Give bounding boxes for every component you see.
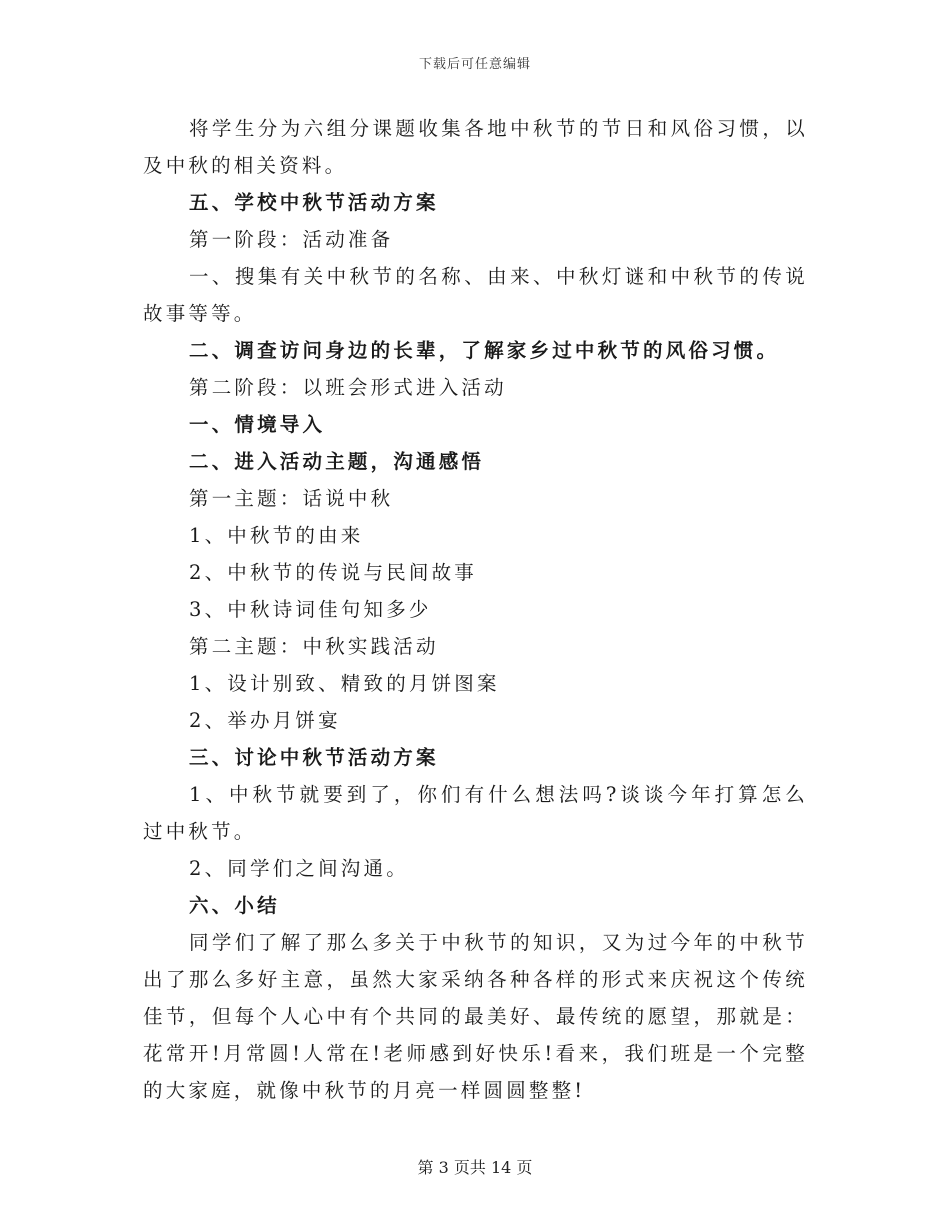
- body-paragraph: 1、设计别致、精致的月饼图案: [189, 672, 500, 695]
- body-paragraph: 1、中秋节就要到了，你们有什么想法吗?谈谈今年打算怎么过中秋节。: [143, 783, 808, 843]
- section-heading: 六、小结: [189, 894, 280, 917]
- body-paragraph: 2、中秋节的传说与民间故事: [189, 561, 478, 584]
- body-paragraph: 第二阶段：以班会形式进入活动: [189, 376, 507, 399]
- section-heading: 二、调查访问身边的长辈，了解家乡过中秋节的风俗习惯。: [189, 339, 780, 362]
- section-heading: 三、讨论中秋节活动方案: [189, 746, 439, 769]
- section-heading: 五、学校中秋节活动方案: [189, 191, 439, 214]
- body-paragraph: 第一主题：话说中秋: [189, 487, 394, 510]
- body-paragraph: 一、搜集有关中秋节的名称、由来、中秋灯谜和中秋节的传说故事等等。: [143, 265, 808, 325]
- page-header-note: 下载后可任意编辑: [418, 57, 531, 72]
- body-paragraph: 2、同学们之间沟通。: [189, 857, 409, 880]
- body-paragraph: 2、举办月饼宴: [189, 709, 341, 732]
- body-paragraph: 3、中秋诗词佳句知多少: [189, 598, 432, 621]
- section-heading: 二、进入活动主题，沟通感悟: [189, 450, 485, 473]
- page-number-footer: 第 3 页共 14 页: [417, 1158, 533, 1177]
- body-paragraph: 第二主题：中秋实践活动: [189, 635, 439, 658]
- body-paragraph: 将学生分为六组分课题收集各地中秋节的节日和风俗习惯，以及中秋的相关资料。: [143, 117, 808, 177]
- body-paragraph: 同学们了解了那么多关于中秋节的知识，又为过今年的中秋节出了那么多好主意，虽然大家采纳各种各样的形式来庆祝这个传统佳节，但每个人心中有个共同的最美好、最传统的愿望，那就是：花常开!月常圆!人常在!老师感到好快乐!看来，我们班是一个完整的大家庭，就像中秋节的月亮一样圆圆整整!: [143, 931, 808, 1102]
- body-paragraph: 1、中秋节的由来: [189, 524, 364, 547]
- document-body: [143, 110, 808, 1109]
- section-heading: 一、情境导入: [189, 413, 326, 436]
- body-paragraph: 第一阶段：活动准备: [189, 228, 394, 251]
